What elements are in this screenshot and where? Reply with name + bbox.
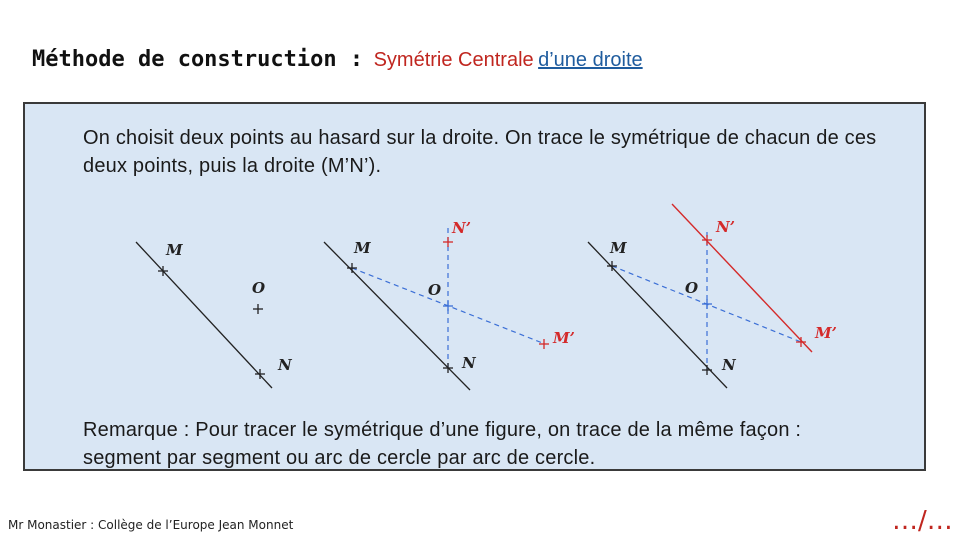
label-O: O xyxy=(428,281,442,299)
point-M-cross xyxy=(347,263,357,273)
label-M-prime: M’ xyxy=(553,329,575,347)
point-M-prime-cross xyxy=(539,339,549,349)
footer-credit: Mr Monastier : Collège de l’Europe Jean Monnet xyxy=(8,518,294,532)
point-O-cross xyxy=(702,299,712,309)
label-N-prime: N’ xyxy=(452,219,471,237)
figure-step-1 xyxy=(136,241,293,388)
label-N: N xyxy=(278,356,292,374)
label-M: M xyxy=(354,239,371,257)
title-subject-link[interactable]: d’une droite xyxy=(538,49,643,71)
point-N-cross xyxy=(702,365,712,375)
figure-step-3 xyxy=(588,204,837,388)
label-M: M xyxy=(610,239,627,257)
line-d xyxy=(588,242,727,388)
label-O: O xyxy=(252,279,266,297)
label-M-prime: M’ xyxy=(815,324,837,342)
label-N: N xyxy=(462,354,476,372)
label-M: M xyxy=(166,241,183,259)
next-page-marker[interactable]: …/… xyxy=(892,506,953,536)
point-O-cross xyxy=(253,304,263,314)
figure-step-2 xyxy=(324,219,575,390)
label-O: O xyxy=(685,279,699,297)
title-subject: Symétrie Centrale xyxy=(373,49,534,71)
label-N: N xyxy=(722,356,736,374)
point-M-cross xyxy=(607,261,617,271)
title-main: Méthode de construction : xyxy=(32,47,364,72)
remark-paragraph: Remarque : Pour tracer le symétrique d’une figure, on trace de la même façon : segment par segment ou arc de cercle par arc de cercle. xyxy=(83,419,802,469)
point-M-prime-cross xyxy=(796,337,806,347)
point-O-cross xyxy=(443,301,453,311)
line-M-prime-N-prime xyxy=(672,204,812,352)
label-N-prime: N’ xyxy=(716,218,735,236)
line-d xyxy=(136,242,272,388)
point-N-prime-cross xyxy=(443,237,453,247)
intro-paragraph: On choisit deux points au hasard sur la droite. On trace le symétrique de chacun de ces deux points, puis la droite (M’N’). xyxy=(83,127,877,177)
